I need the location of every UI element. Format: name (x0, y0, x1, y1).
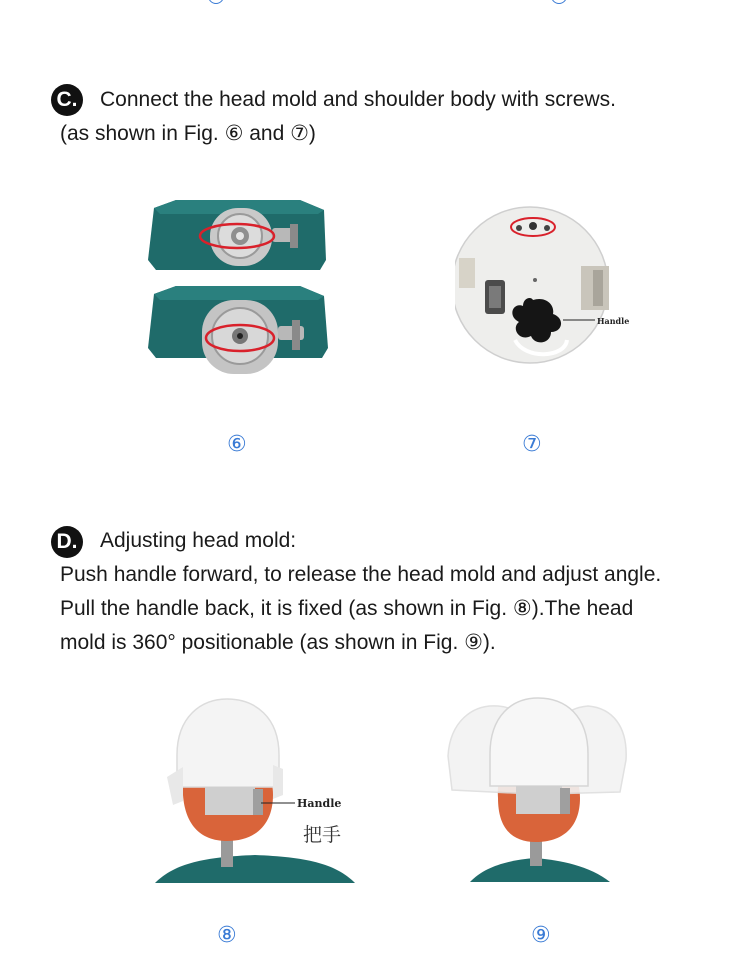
figure-6-number: ⑥ (227, 431, 247, 456)
figure-8-handle-label: Handle (297, 797, 342, 810)
figure-7-number: ⑦ (522, 431, 542, 456)
figure-8-number: ⑧ (217, 922, 237, 947)
section-d-badge: D. (51, 526, 83, 558)
figure-7-image (455, 200, 635, 375)
section-d-heading: Adjusting head mold: (100, 529, 297, 552)
section-c-line1: Connect the head mold and shoulder body with screws. (100, 88, 616, 111)
section-c-line2: (as shown in Fig. ⑥ and ⑦) (60, 122, 316, 145)
section-c-badge: C. (51, 84, 83, 116)
section-d-line2: Pull the handle back, it is fixed (as shown in Fig. ⑧).The head (60, 597, 634, 620)
prev-figure-number-right (551, 0, 567, 4)
figure-7-handle-label: Handle (597, 316, 630, 326)
section-d-line1: Push handle forward, to release the head mold and adjust angle. (60, 563, 662, 586)
figure-9-number: ⑨ (531, 922, 551, 947)
prev-figure-number-left (208, 0, 224, 4)
figure-9-image (440, 690, 630, 885)
figure-8-image (155, 695, 355, 885)
section-d-line3: mold is 360° positionable (as shown in Fig. ⑨). (60, 631, 496, 654)
figure-8-handle-label-cn: 把手 (303, 824, 342, 846)
figure-6-image (140, 190, 340, 380)
